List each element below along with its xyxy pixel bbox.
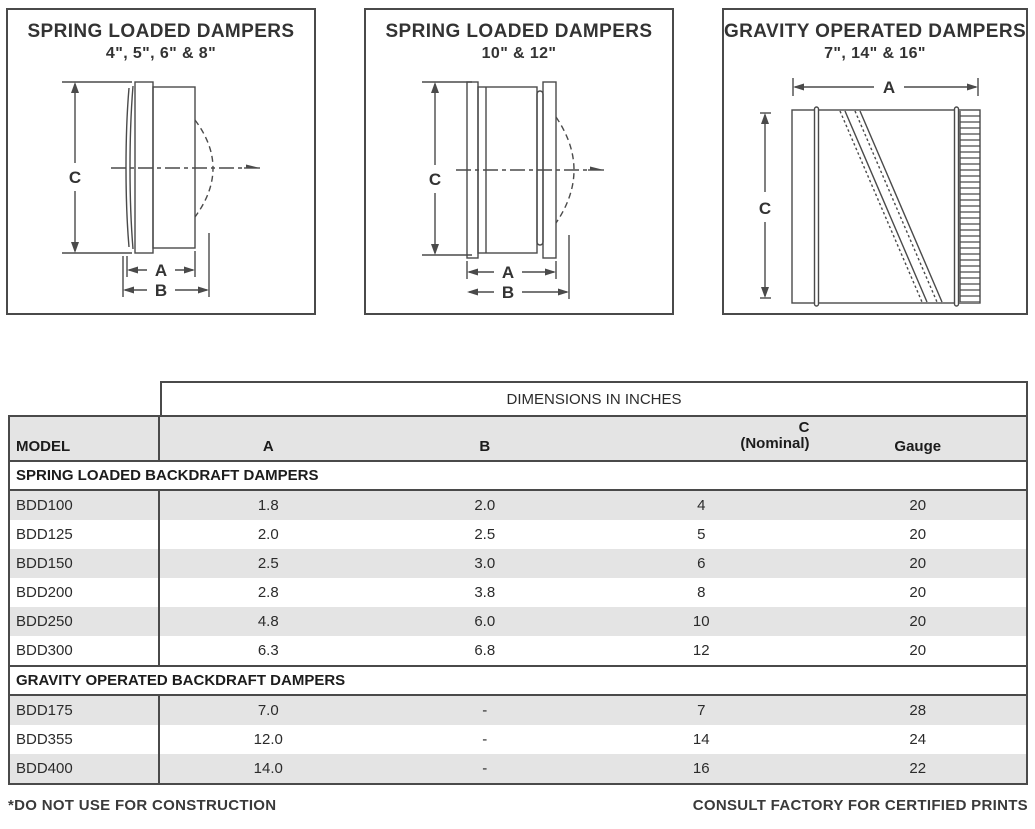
column-header-c-nominal: C (Nominal) bbox=[740, 419, 810, 452]
dim-label-a: A bbox=[501, 263, 515, 282]
panel-title: GRAVITY OPERATED DAMPERS bbox=[724, 21, 1027, 42]
panel-gravity-operated bbox=[722, 8, 1028, 315]
table-row: BDD250 4.8 6.0 10 20 bbox=[10, 607, 1026, 636]
panel-spring-loaded-large bbox=[364, 8, 674, 315]
footer-notes bbox=[8, 797, 1028, 814]
column-header-b: B bbox=[479, 438, 491, 455]
panel-spring-loaded-small bbox=[6, 8, 316, 315]
panel-title: SPRING LOADED DAMPERS bbox=[385, 21, 653, 42]
table-row: BDD175 7.0 - 7 28 bbox=[10, 696, 1026, 725]
column-header-model: MODEL bbox=[10, 417, 160, 460]
dim-label-b: B bbox=[154, 281, 168, 300]
table-row: BDD300 6.3 6.8 12 20 bbox=[10, 636, 1026, 665]
section-header-gravity-operated: GRAVITY OPERATED BACKDRAFT DAMPERS bbox=[10, 665, 1026, 696]
panel-subtitle: 7", 14" & 16" bbox=[824, 45, 926, 62]
table-body bbox=[8, 415, 1028, 785]
dimensions-in-inches-header: DIMENSIONS IN INCHES bbox=[160, 381, 1028, 415]
column-header-gauge: Gauge bbox=[894, 438, 942, 455]
dim-label-c: C bbox=[428, 170, 442, 189]
footer-note-left: *DO NOT USE FOR CONSTRUCTION bbox=[8, 797, 277, 814]
column-header-row bbox=[10, 417, 1026, 460]
dim-label-c: C bbox=[68, 168, 82, 187]
table-row: BDD355 12.0 - 14 24 bbox=[10, 725, 1026, 754]
spring-damper-small-drawing bbox=[8, 65, 314, 308]
dimension-arrows bbox=[758, 84, 978, 299]
dim-label-c: C bbox=[758, 199, 772, 218]
section-header-spring-loaded: SPRING LOADED BACKDRAFT DAMPERS bbox=[10, 460, 1026, 491]
panel-subtitle: 10" & 12" bbox=[481, 45, 557, 62]
dimensions-table bbox=[8, 381, 1028, 785]
panel-title: SPRING LOADED DAMPERS bbox=[27, 21, 295, 42]
table-row: BDD200 2.8 3.8 8 20 bbox=[10, 578, 1026, 607]
footer-note-right: CONSULT FACTORY FOR CERTIFIED PRINTS bbox=[692, 797, 1028, 814]
gravity-damper-drawing bbox=[724, 65, 1026, 308]
table-row: BDD100 1.8 2.0 4 20 bbox=[10, 491, 1026, 520]
dimension-arrows bbox=[428, 82, 604, 296]
diagram-panels bbox=[6, 8, 1028, 315]
dim-label-b: B bbox=[501, 283, 515, 302]
dim-label-a: A bbox=[882, 78, 896, 97]
column-header-a: A bbox=[262, 438, 274, 455]
panel-subtitle: 4", 5", 6" & 8" bbox=[105, 45, 217, 62]
dim-label-a: A bbox=[154, 261, 168, 280]
spring-damper-large-drawing bbox=[366, 65, 672, 308]
table-row: BDD150 2.5 3.0 6 20 bbox=[10, 549, 1026, 578]
table-row: BDD125 2.0 2.5 5 20 bbox=[10, 520, 1026, 549]
table-row: BDD400 14.0 - 16 22 bbox=[10, 754, 1026, 783]
